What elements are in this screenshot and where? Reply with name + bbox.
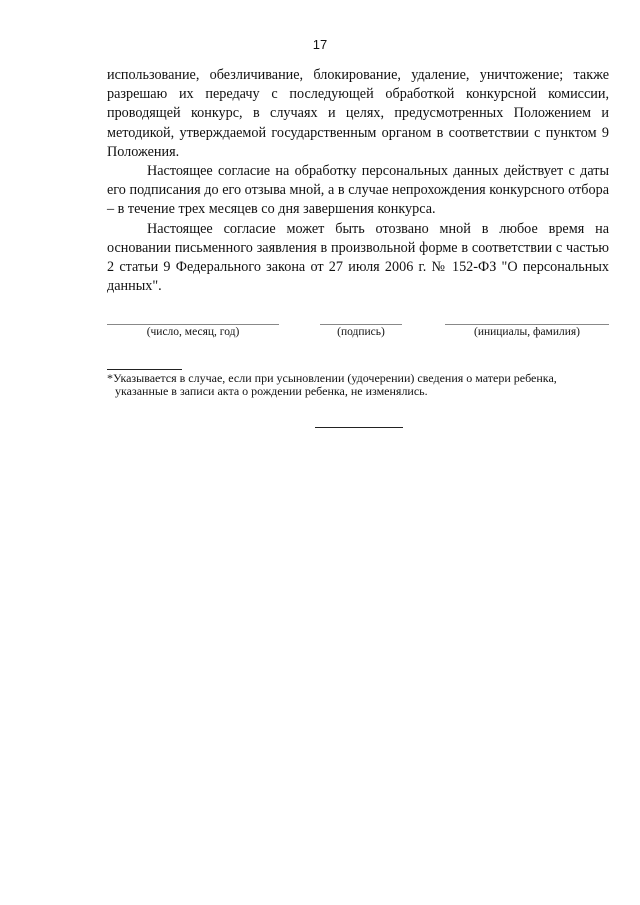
footnote-separator (107, 369, 182, 370)
footnote (107, 372, 609, 398)
name-signature-field (445, 324, 609, 338)
paragraph-continuation: использование, обезличивание, блокирование, удаление, уничтожение; также разрешаю их передачу с последующей обработкой конкурсной комиссии, проводящей конкурс, в случаях и целях, предусмотренных Положением и методикой, утверждаемой государственным органом в соответствии с пунктом 9 Положения. (107, 67, 609, 160)
signature-field (320, 324, 402, 338)
signature-block (0, 324, 640, 354)
signature-label: (подпись) (337, 326, 385, 338)
date-signature-field (107, 324, 279, 338)
name-label: (инициалы, фамилия) (473, 326, 581, 338)
document-body (107, 66, 609, 296)
date-label: (число, месяц, год) (146, 326, 240, 338)
page-number: 17 (312, 37, 328, 52)
end-of-document-rule (315, 427, 403, 428)
paragraph-consent-validity: Настоящее согласие на обработку персональных данных действует с даты его подписания до его отзыва мной, а в случае непрохождения конкурсного отбора – в течение трех месяцев со дня завершения конкурса. (107, 163, 609, 218)
paragraph-consent-revocation: Настоящее согласие может быть отозвано мной в любое время на основании письменного заявления в произвольной форме в соответствии с частью 2 статьи 9 Федерального закона от 27 июля 2006 г. № 152-ФЗ "О персональных данных". (107, 220, 609, 295)
footnote-line-1: *Указывается в случае, если при усыновлении (удочерении) сведения о матери ребенка, (107, 371, 557, 385)
footnote-line-2: указанные в записи акта о рождении ребенка, не изменялись. (115, 384, 428, 398)
